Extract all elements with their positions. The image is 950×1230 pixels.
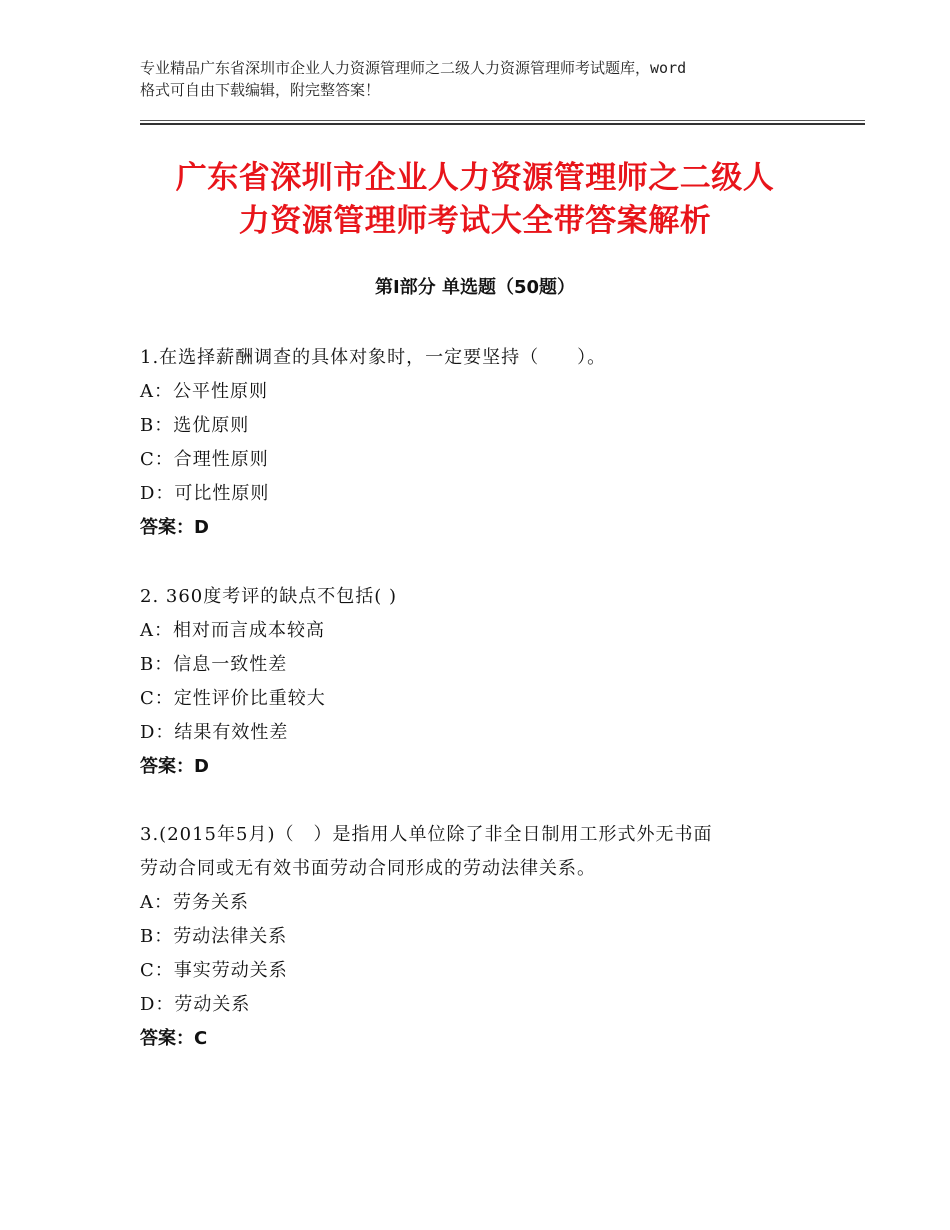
answer: 答案：D xyxy=(140,756,209,777)
option-a: A：劳务关系 xyxy=(140,892,249,913)
question-stem-line: 2. 360度考评的缺点不包括( ) xyxy=(140,586,398,607)
answer: 答案：D xyxy=(140,517,209,538)
option-a: A：公平性原则 xyxy=(140,381,268,402)
question-2 xyxy=(140,580,840,784)
header-note-line-2: 格式可自由下载编辑，附完整答案！ xyxy=(140,81,381,99)
header-rule-thick xyxy=(140,123,865,125)
header-note-line-1: 专业精品广东省深圳市企业人力资源管理师之二级人力资源管理师考试题库，word xyxy=(140,59,687,77)
option-c: C：事实劳动关系 xyxy=(140,960,288,981)
option-a: A：相对而言成本较高 xyxy=(140,620,325,641)
title-line-2: 力资源管理师考试大全带答案解析 xyxy=(238,203,712,239)
question-stem xyxy=(140,580,840,614)
title-line-1: 广东省深圳市企业人力资源管理师之二级人 xyxy=(175,160,775,196)
question-stem xyxy=(140,341,840,375)
option-d: D：可比性原则 xyxy=(140,483,270,504)
header-note xyxy=(140,57,830,101)
section-heading: 第Ⅰ部分 单选题（50题） xyxy=(374,277,575,298)
question-stem-line: 3.(2015年5月)（ ）是指用人单位除了非全日制用工形式外无书面 xyxy=(140,824,713,845)
option-c: C：定性评价比重较大 xyxy=(140,688,326,709)
question-3 xyxy=(140,818,840,1056)
option-d: D：劳动关系 xyxy=(140,994,251,1015)
header-rule-thin xyxy=(140,120,865,121)
question-stem-line: 1.在选择薪酬调查的具体对象时，一定要坚持（ ）。 xyxy=(140,347,607,368)
option-b: B：选优原则 xyxy=(140,415,250,436)
question-stem-line: 劳动合同或无有效书面劳动合同形成的劳动法律关系。 xyxy=(140,858,596,879)
option-d: D：结果有效性差 xyxy=(140,722,289,743)
answer: 答案：C xyxy=(140,1028,208,1049)
option-b: B：劳动法律关系 xyxy=(140,926,288,947)
option-b: B：信息一致性差 xyxy=(140,654,288,675)
document-title xyxy=(100,157,850,243)
question-stem xyxy=(140,818,840,886)
option-c: C：合理性原则 xyxy=(140,449,269,470)
question-1 xyxy=(140,341,840,545)
